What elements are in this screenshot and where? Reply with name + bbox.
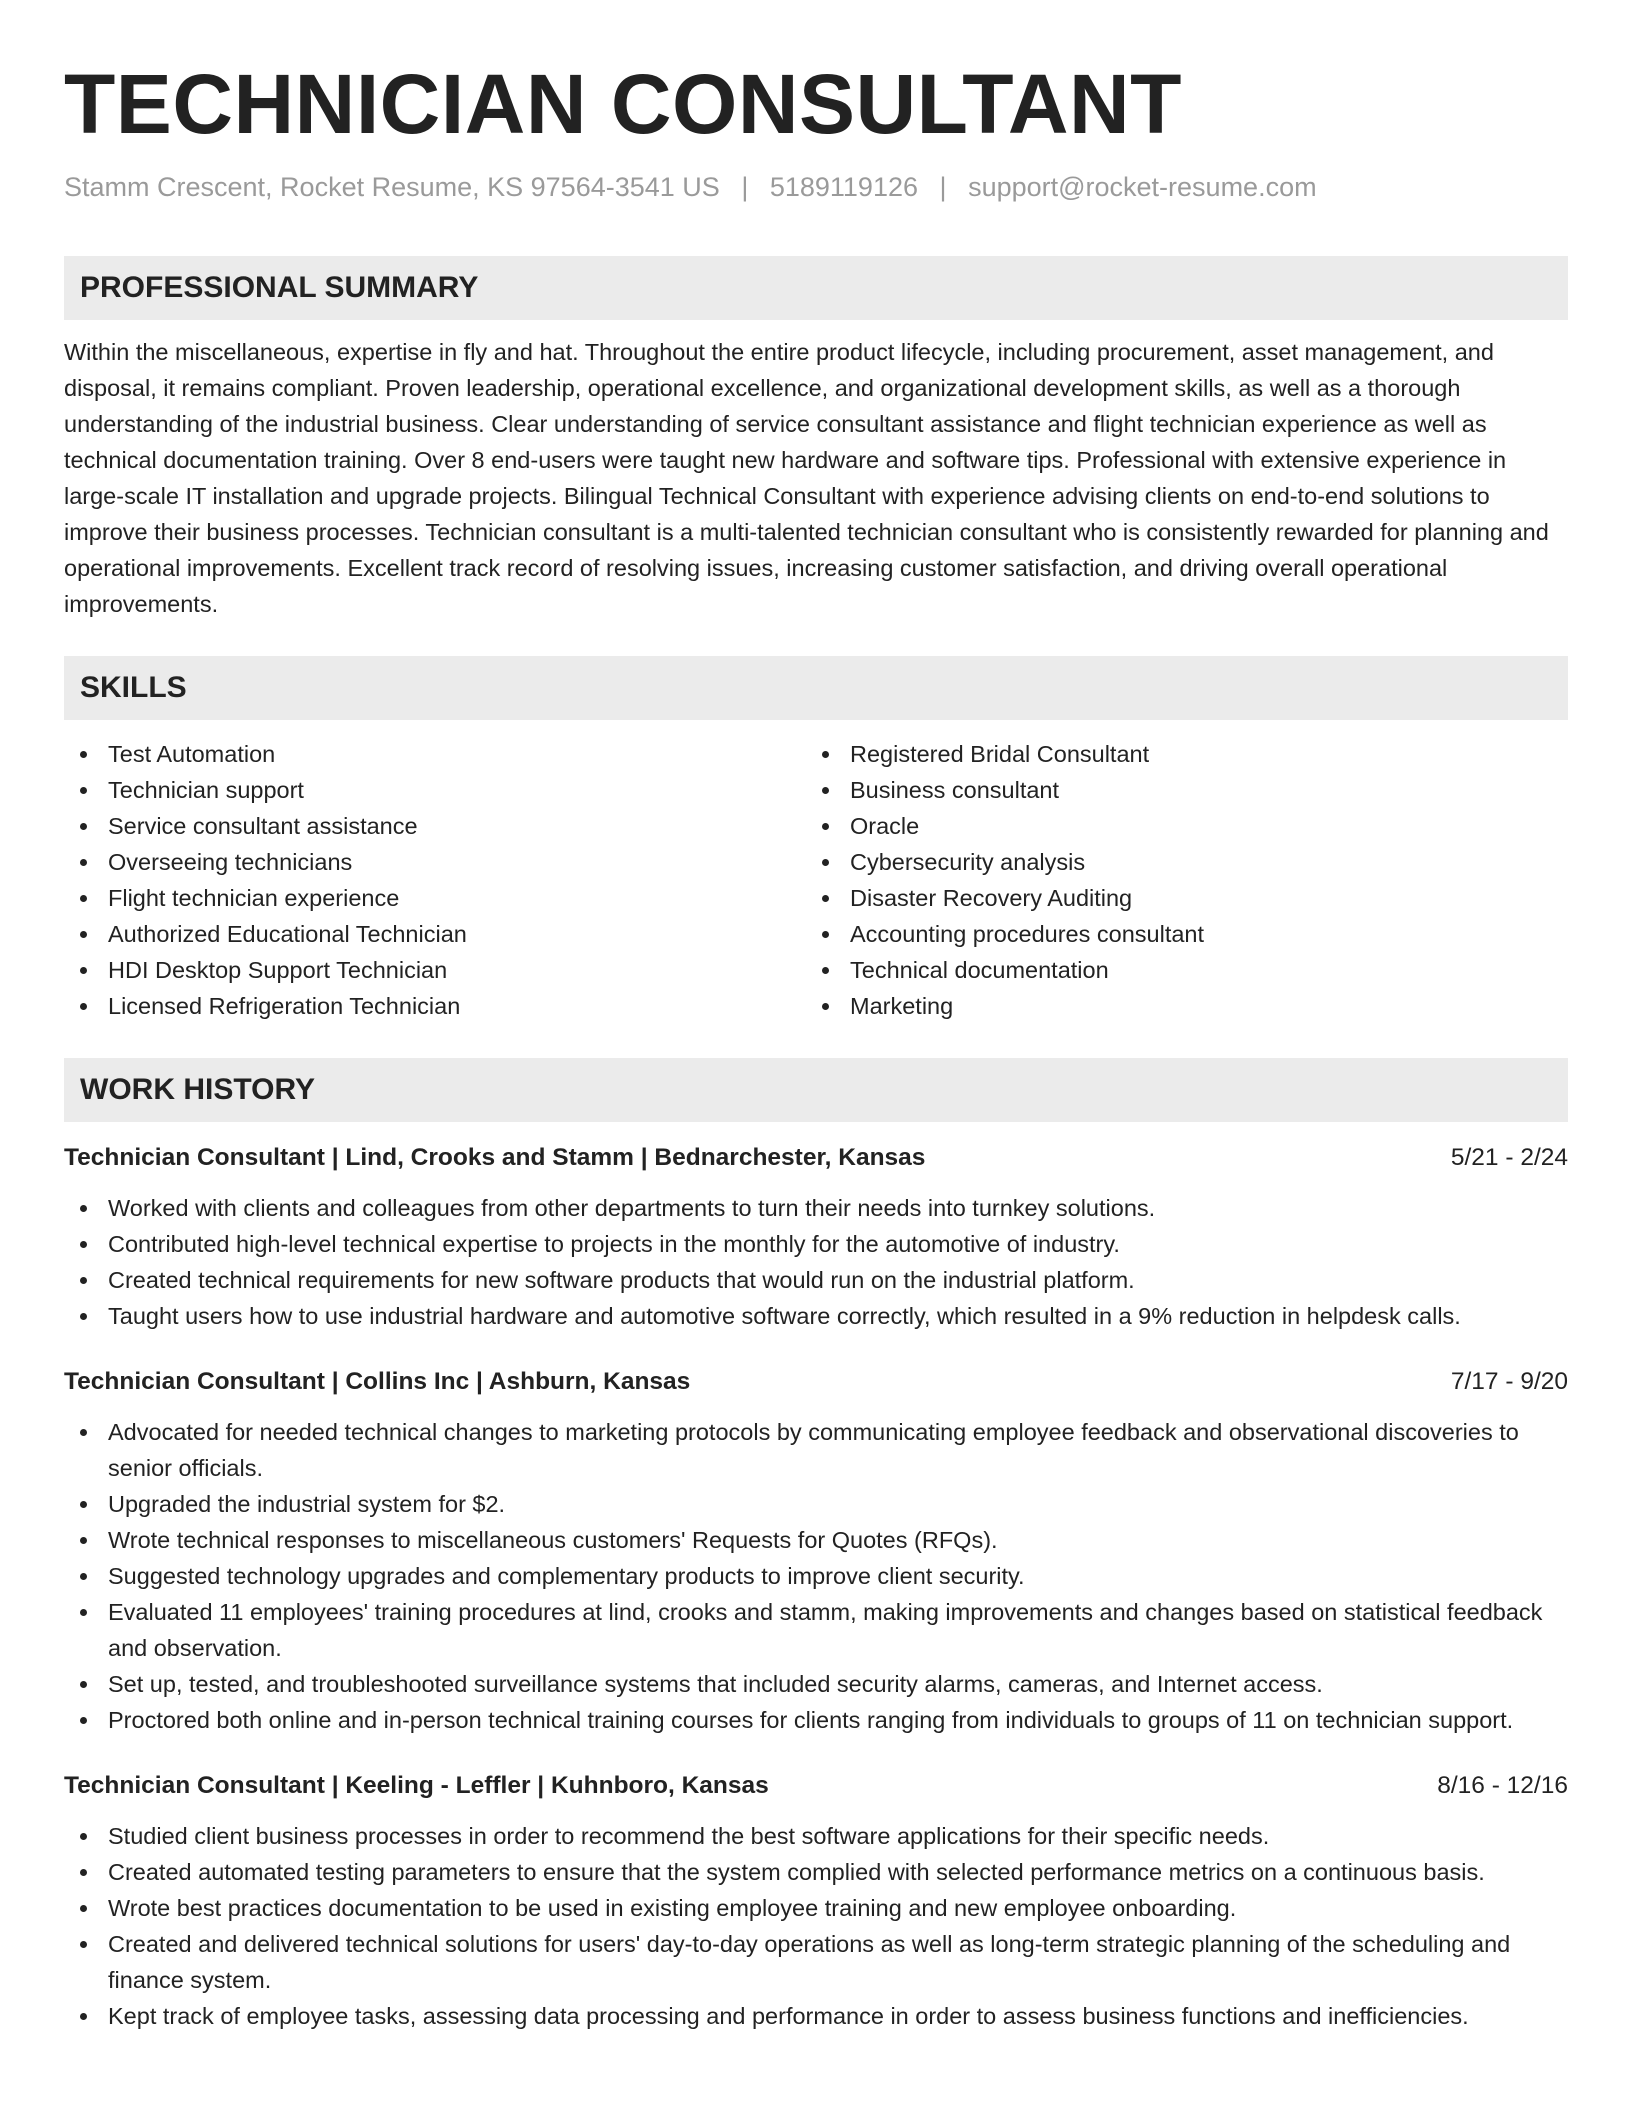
job-title: Technician Consultant | Lind, Crooks and Stamm | Bednarchester, Kansas bbox=[64, 1144, 926, 1171]
job-header bbox=[64, 1364, 1568, 1400]
job-bullet: Suggested technology upgrades and complementary products to improve client security. bbox=[64, 1558, 1568, 1594]
job-bullet: Wrote technical responses to miscellaneous customers' Requests for Quotes (RFQs). bbox=[64, 1522, 1568, 1558]
work-history-heading: WORK HISTORY bbox=[64, 1058, 1568, 1122]
job-bullet: Evaluated 11 employees' training procedures at lind, crooks and stamm, making improvements and changes based on statistical feedback and observation. bbox=[64, 1594, 1568, 1666]
job-bullet: Advocated for needed technical changes to marketing protocols by communicating employee feedback and observational discoveries to senior officials. bbox=[64, 1414, 1568, 1486]
job-bullet: Wrote best practices documentation to be used in existing employee training and new employee onboarding. bbox=[64, 1890, 1568, 1926]
skill-item: Marketing bbox=[806, 988, 1548, 1024]
job-bullet: Studied client business processes in order to recommend the best software applications for their specific needs. bbox=[64, 1818, 1568, 1854]
skill-item: Technical documentation bbox=[806, 952, 1548, 988]
contact-email: support@rocket-resume.com bbox=[968, 172, 1317, 202]
job-bullet: Created automated testing parameters to ensure that the system complied with selected performance metrics on a continuous basis. bbox=[64, 1854, 1568, 1890]
job-bullet: Upgraded the industrial system for $2. bbox=[64, 1486, 1568, 1522]
contact-address: Stamm Crescent, Rocket Resume, KS 97564-3541 US bbox=[64, 172, 720, 202]
skills-column-right bbox=[806, 736, 1548, 1024]
contact-phone: 5189119126 bbox=[769, 172, 919, 202]
job-bullets bbox=[64, 1190, 1568, 1334]
skill-item: Test Automation bbox=[64, 736, 806, 772]
skill-item: Business consultant bbox=[806, 772, 1548, 808]
job-bullets bbox=[64, 1414, 1568, 1738]
skill-item: Service consultant assistance bbox=[64, 808, 806, 844]
skill-item: Licensed Refrigeration Technician bbox=[64, 988, 806, 1024]
skill-item: Cybersecurity analysis bbox=[806, 844, 1548, 880]
job-title: Technician Consultant | Collins Inc | Ashburn, Kansas bbox=[64, 1368, 691, 1395]
skill-item: Oracle bbox=[806, 808, 1548, 844]
job-bullet: Worked with clients and colleagues from other departments to turn their needs into turnkey solutions. bbox=[64, 1190, 1568, 1226]
job-entry bbox=[64, 1768, 1568, 2034]
contact-line bbox=[64, 170, 1568, 204]
skill-item: Overseeing technicians bbox=[64, 844, 806, 880]
job-bullet: Contributed high-level technical expertise to projects in the monthly for the automotive of industry. bbox=[64, 1226, 1568, 1262]
summary-heading: PROFESSIONAL SUMMARY bbox=[64, 256, 1568, 320]
job-entry bbox=[64, 1364, 1568, 1738]
skill-item: Technician support bbox=[64, 772, 806, 808]
job-header bbox=[64, 1140, 1568, 1176]
job-dates: 7/17 - 9/20 bbox=[1450, 1368, 1568, 1395]
job-bullet: Set up, tested, and troubleshooted surveillance systems that included security alarms, cameras, and Internet access. bbox=[64, 1666, 1568, 1702]
skill-item: HDI Desktop Support Technician bbox=[64, 952, 806, 988]
contact-separator: | bbox=[741, 172, 749, 202]
job-bullet: Proctored both online and in-person technical training courses for clients ranging from individuals to groups of 11 on technician support. bbox=[64, 1702, 1568, 1738]
skill-item: Accounting procedures consultant bbox=[806, 916, 1548, 952]
skills-list bbox=[64, 736, 1568, 1024]
skills-column-left bbox=[64, 736, 806, 1024]
job-title: Technician Consultant | Keeling - Leffler | Kuhnboro, Kansas bbox=[64, 1772, 769, 1799]
resume-name: TECHNICIAN CONSULTANT bbox=[64, 57, 1182, 151]
job-bullet: Created technical requirements for new software products that would run on the industrial platform. bbox=[64, 1262, 1568, 1298]
skill-item: Flight technician experience bbox=[64, 880, 806, 916]
skill-item: Authorized Educational Technician bbox=[64, 916, 806, 952]
skill-item: Disaster Recovery Auditing bbox=[806, 880, 1548, 916]
skills-heading: SKILLS bbox=[64, 656, 1568, 720]
skill-item: Registered Bridal Consultant bbox=[806, 736, 1548, 772]
job-bullet: Kept track of employee tasks, assessing data processing and performance in order to assess business functions and inefficiencies. bbox=[64, 1998, 1568, 2034]
job-dates: 8/16 - 12/16 bbox=[1437, 1772, 1568, 1799]
job-bullet: Taught users how to use industrial hardware and automotive software correctly, which resulted in a 9% reduction in helpdesk calls. bbox=[64, 1298, 1568, 1334]
job-entry bbox=[64, 1140, 1568, 1334]
job-header bbox=[64, 1768, 1568, 1804]
contact-separator: | bbox=[939, 172, 947, 202]
summary-text: Within the miscellaneous, expertise in fly and hat. Throughout the entire product lifecycle, including procurement, asset management, and disposal, it remains compliant. Proven leadership, operational excellence, and organizational development skills, as well as a thorough understanding of the industrial business. Clear understanding of service consultant assistance and flight technician experience as well as technical documentation training. Over 8 end-users were taught new hardware and software tips. Professional with extensive experience in large-scale IT installation and upgrade projects. Bilingual Technical Consultant with experience advising clients on end-to-end solutions to improve their business processes. Technician consultant is a multi-talented technician consultant who is consistently rewarded for planning and operational improvements. Excellent track record of resolving issues, increasing customer satisfaction, and driving overall operational improvements. bbox=[64, 339, 1549, 617]
job-bullets bbox=[64, 1818, 1568, 2034]
job-dates: 5/21 - 2/24 bbox=[1450, 1144, 1568, 1171]
job-bullet: Created and delivered technical solutions for users' day-to-day operations as well as long-term strategic planning of the scheduling and finance system. bbox=[64, 1926, 1568, 1998]
